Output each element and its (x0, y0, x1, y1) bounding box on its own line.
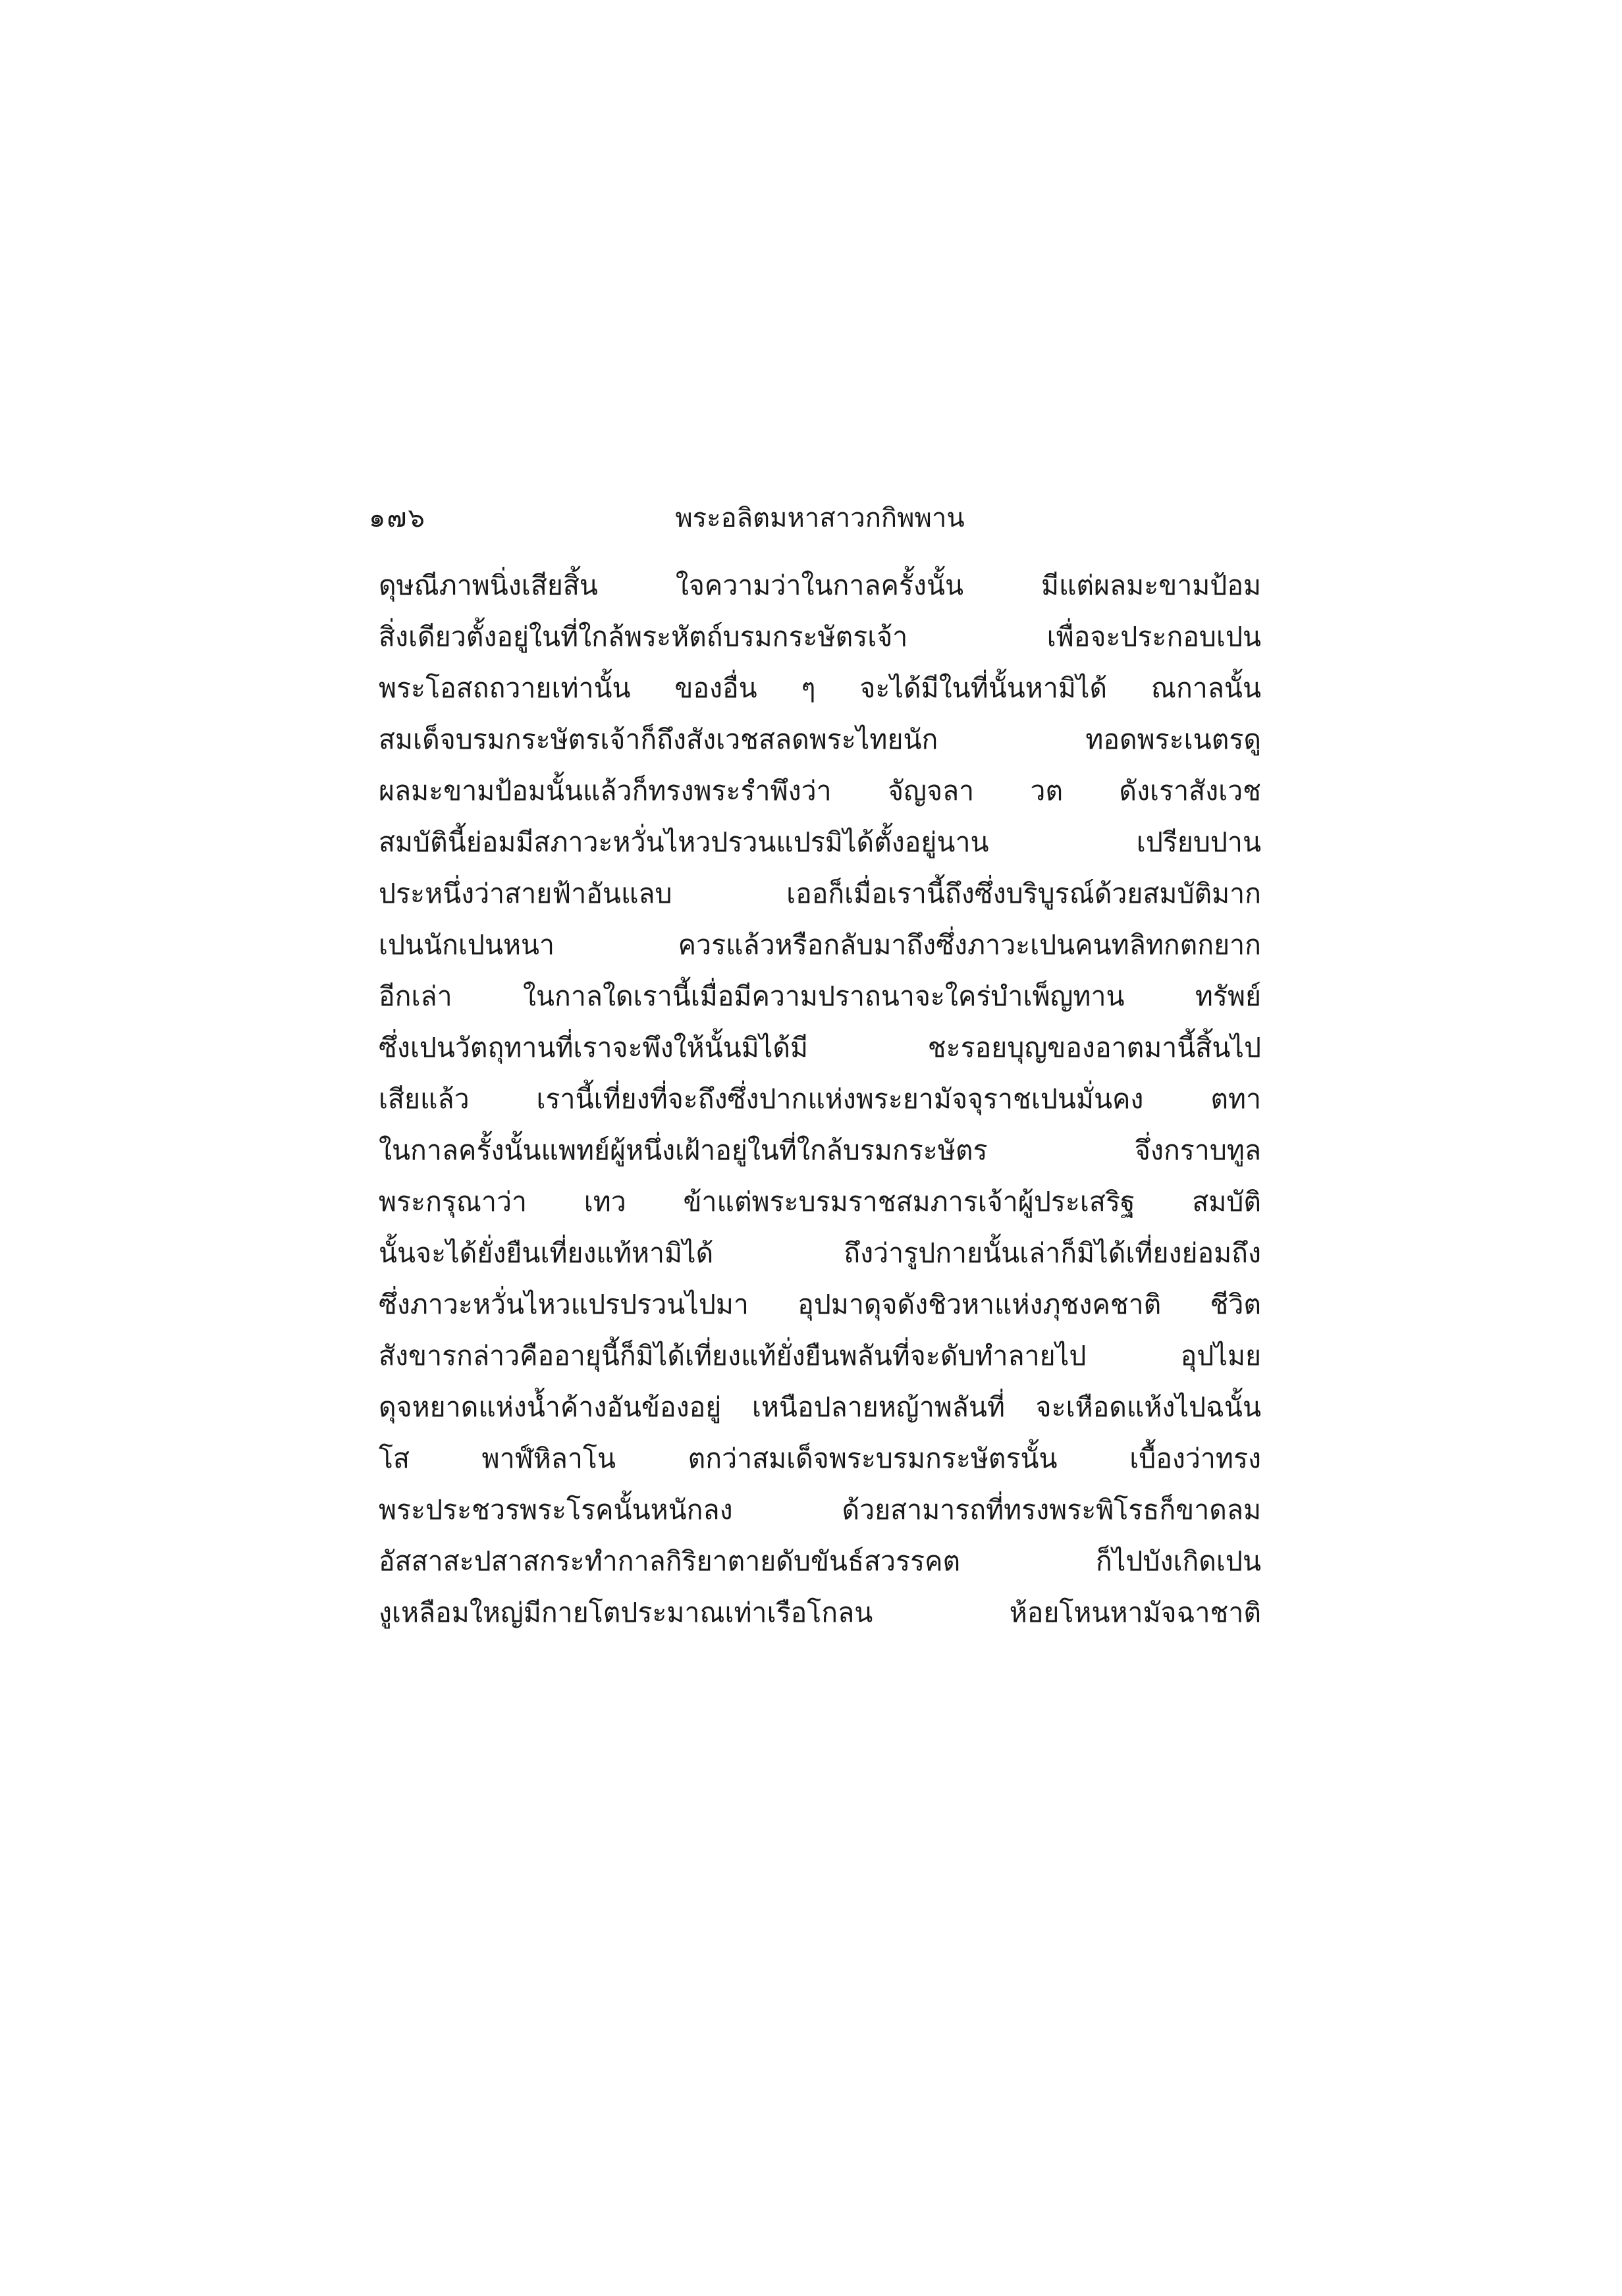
page-header (369, 495, 1271, 541)
text-line: สังขารกล่าวคืออายุนี้ก็มิได้เที่ยงแท้ยั่งยืนพลันที่จะดับทำลายไป อุปไมย (379, 1340, 1261, 1372)
text-line: อีกเล่า ในกาลใดเรานี้เมื่อมีความปราถนาจะใคร่บำเพ็ญทาน ทรัพย์ (379, 980, 1261, 1012)
text-line: งูเหลือมใหญ่มีกายโตประมาณเท่าเรือโกลน ห้อยโหนหามัจฉาชาติ (379, 1597, 1261, 1628)
text-line: ประหนึ่งว่าสายฟ้าอันแลบ เออก็เมื่อเรานี้ถึงซึ่งบริบูรณ์ด้วยสมบัติมาก (379, 878, 1261, 909)
text-line: พระโอสถถวายเท่านั้น ของอื่น ๆ จะได้มีในที่นั้นหามิได้ ณกาลนั้น (379, 672, 1261, 704)
text-line: โส พาฬ์หิลาโน ตกว่าสมเด็จพระบรมกระษัตรนั้น เบื้องว่าทรง (379, 1443, 1261, 1474)
text-line: ซึ่งเปนวัตถุทานที่เราจะพึงให้นั้นมิได้มี ชะรอยบุญของอาตมานี้สิ้นไป (379, 1032, 1261, 1063)
page-number: ๑๗๖ (369, 503, 426, 533)
running-title: พระอลิตมหาสาวกกิพพาน (675, 503, 965, 533)
text-line: พระกรุณาว่า เทว ข้าแต่พระบรมราชสมภารเจ้าผู้ประเสริฐ สมบัติ (379, 1186, 1261, 1217)
text-line: อัสสาสะปสาสกระทำกาลกิริยาตายดับขันธ์สวรรคต ก็ไปบังเกิดเปน (379, 1545, 1261, 1577)
text-line: สมเด็จบรมกระษัตรเจ้าก็ถึงสังเวชสลดพระไทยนัก ทอดพระเนตรดู (379, 724, 1261, 755)
text-line: สมบัตินี้ย่อมมีสภาวะหวั่นไหวปรวนแปรมิได้ตั้งอยู่นาน เปรียบปาน (379, 826, 1261, 858)
text-line: ผลมะขามป้อมนั้นแล้วก็ทรงพระรำพึงว่า จัญจลา วต ดังเราสังเวช (379, 775, 1261, 807)
text-line: ซึ่งภาวะหวั่นไหวแปรปรวนไปมา อุปมาดุจดังชิวหาแห่งภุชงคชาติ ชีวิต (379, 1289, 1261, 1320)
text-line: ดุจหยาดแห่งน้ำค้างอันข้องอยู่ เหนือปลายหญ้าพลันที่ จะเหือดแห้งไปฉนั้น (379, 1391, 1261, 1423)
text-line: เสียแล้ว เรานี้เที่ยงที่จะถึงซึ่งปากแห่งพระยามัจจุราชเปนมั่นคง ตทา (379, 1083, 1261, 1115)
text-line: สิ่งเดียวตั้งอยู่ในที่ใกล้พระหัตถ์บรมกระษัตรเจ้า เพื่อจะประกอบเปน (379, 621, 1261, 653)
body-text (379, 560, 1261, 1638)
text-line: เปนนักเปนหนา ควรแล้วหรือกลับมาถึงซึ่งภาวะเปนคนทลิทกตกยาก (379, 929, 1261, 961)
text-line: ดุษณีภาพนิ่งเสียสิ้น ใจความว่าในกาลครั้งนั้น มีแต่ผลมะขามป้อม (379, 570, 1261, 601)
text-line: นั้นจะได้ยั่งยืนเที่ยงแท้หามิได้ ถึงว่ารูปกายนั้นเล่าก็มิได้เที่ยงย่อมถึง (379, 1237, 1261, 1269)
text-line: พระประชวรพระโรคนั้นหนักลง ด้วยสามารถที่ทรงพระพิโรธก็ขาดลม (379, 1494, 1261, 1526)
text-line: ในกาลครั้งนั้นแพทย์ผู้หนึ่งเฝ้าอยู่ในที่ใกล้บรมกระษัตร จึ่งกราบทูล (379, 1135, 1261, 1166)
